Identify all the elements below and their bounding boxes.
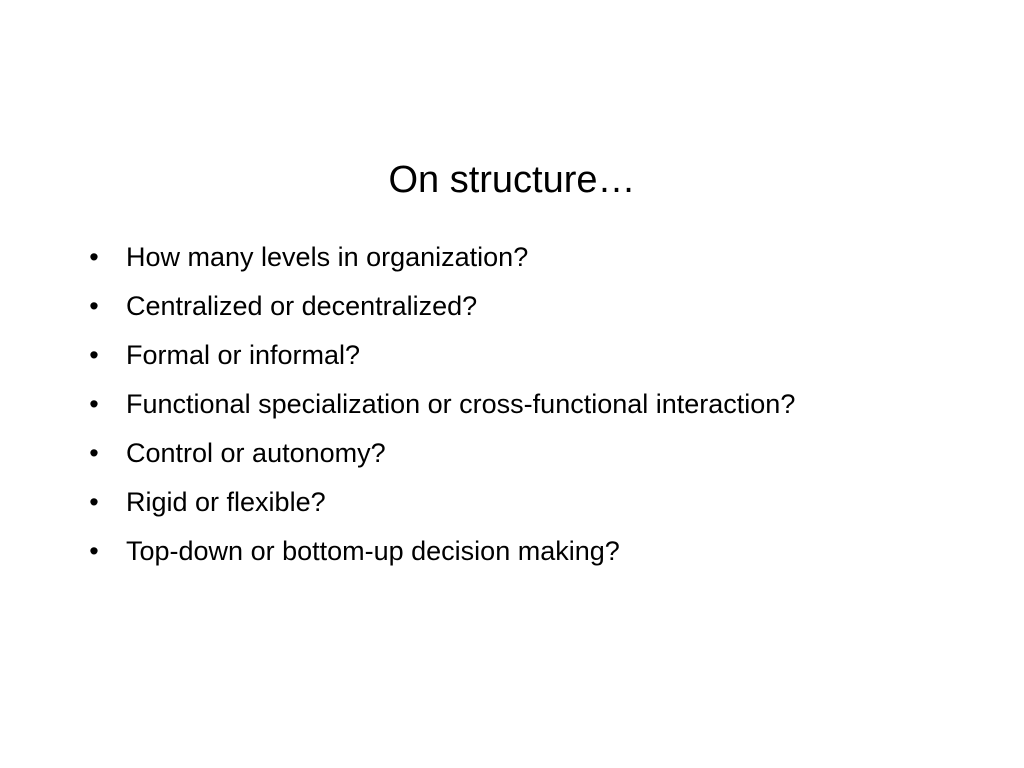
bullet-item-autonomy bbox=[84, 434, 844, 472]
bullet-item-specialization bbox=[84, 385, 844, 423]
bullet-icon: • bbox=[89, 438, 99, 468]
slide-title: On structure… bbox=[388, 159, 636, 201]
bullet-text: Formal or informal? bbox=[126, 340, 361, 370]
bullet-icon: • bbox=[89, 536, 99, 566]
bullet-text: Centralized or decentralized? bbox=[126, 291, 478, 321]
bullet-icon: • bbox=[89, 389, 99, 419]
bullet-item-decision-making bbox=[84, 532, 844, 570]
bullet-text: Rigid or flexible? bbox=[126, 487, 326, 517]
bullet-item-flexibility bbox=[84, 483, 844, 521]
bullet-item-centralization bbox=[84, 287, 844, 325]
bullet-text: Functional specialization or cross-functional interaction? bbox=[126, 389, 796, 419]
bullet-icon: • bbox=[89, 291, 99, 321]
bullet-item-formality bbox=[84, 336, 844, 374]
bullet-list bbox=[84, 238, 844, 581]
bullet-icon: • bbox=[89, 242, 99, 272]
bullet-text: How many levels in organization? bbox=[126, 242, 529, 272]
bullet-text: Top-down or bottom-up decision making? bbox=[126, 536, 620, 566]
bullet-icon: • bbox=[89, 487, 99, 517]
bullet-text: Control or autonomy? bbox=[126, 438, 386, 468]
bullet-icon: • bbox=[89, 340, 99, 370]
bullet-item-levels bbox=[84, 238, 844, 276]
